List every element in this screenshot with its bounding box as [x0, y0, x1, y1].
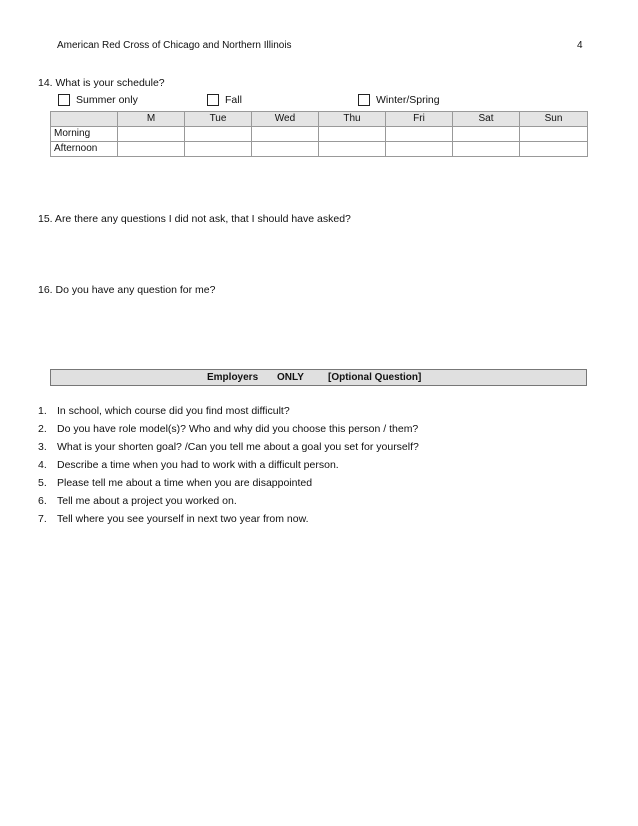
- schedule-cell[interactable]: [319, 142, 386, 157]
- schedule-cell[interactable]: [118, 142, 185, 157]
- question-15: 15. Are there any questions I did not ask, that I should have asked?: [38, 213, 351, 225]
- checkbox-summer-only[interactable]: [58, 94, 70, 106]
- schedule-cell[interactable]: [386, 127, 453, 142]
- option-label: Fall: [225, 94, 242, 106]
- page-number: 4: [577, 40, 583, 51]
- option-summer-only[interactable]: [58, 93, 138, 107]
- schedule-header-sun: Sun: [520, 112, 588, 127]
- schedule-table: [50, 111, 588, 157]
- list-item: 5. Please tell me about a time when you are disappointed: [38, 477, 313, 489]
- schedule-cell[interactable]: [118, 127, 185, 142]
- list-item: 6. Tell me about a project you worked on.: [38, 495, 237, 507]
- schedule-row-label: Morning: [51, 127, 118, 142]
- schedule-cell[interactable]: [252, 142, 319, 157]
- question-16: 16. Do you have any question for me?: [38, 284, 216, 296]
- list-item: 3. What is your shorten goal? /Can you tell me about a goal you set for yourself?: [38, 441, 419, 453]
- schedule-cell[interactable]: [252, 127, 319, 142]
- schedule-cell[interactable]: [453, 127, 520, 142]
- list-item: 1. In school, which course did you find most difficult?: [38, 405, 290, 417]
- schedule-cell[interactable]: [520, 127, 588, 142]
- only-word: ONLY: [277, 372, 304, 383]
- list-item: 7. Tell where you see yourself in next two year from now.: [38, 513, 309, 525]
- schedule-cell[interactable]: [453, 142, 520, 157]
- schedule-row-label: Afternoon: [51, 142, 118, 157]
- schedule-cell[interactable]: [520, 142, 588, 157]
- schedule-cell[interactable]: [319, 127, 386, 142]
- list-item: 2. Do you have role model(s)? Who and why did you choose this person / them?: [38, 423, 419, 435]
- question-14: 14. What is your schedule?: [38, 77, 165, 89]
- schedule-header-wed: Wed: [252, 112, 319, 127]
- employers-only-banner: [50, 369, 587, 386]
- option-label: Winter/Spring: [376, 94, 440, 106]
- employers-word: Employers: [207, 372, 259, 383]
- list-item: 4. Describe a time when you had to work with a difficult person.: [38, 459, 339, 471]
- schedule-header-fri: Fri: [386, 112, 453, 127]
- schedule-row-morning: [51, 127, 588, 142]
- checkbox-winter-spring[interactable]: [358, 94, 370, 106]
- employer-questions-list: [38, 404, 419, 530]
- schedule-header-row: [51, 112, 588, 127]
- schedule-header-sat: Sat: [453, 112, 520, 127]
- schedule-header-mon: M: [118, 112, 185, 127]
- optional-question-label: [Optional Question]: [328, 372, 422, 383]
- option-winter-spring[interactable]: [358, 93, 440, 107]
- schedule-cell[interactable]: [185, 127, 252, 142]
- header-organization: American Red Cross of Chicago and Northern Illinois: [57, 40, 292, 51]
- option-label: Summer only: [76, 94, 138, 106]
- option-fall[interactable]: [207, 93, 242, 107]
- schedule-cell[interactable]: [386, 142, 453, 157]
- checkbox-fall[interactable]: [207, 94, 219, 106]
- schedule-header-tue: Tue: [185, 112, 252, 127]
- schedule-header-thu: Thu: [319, 112, 386, 127]
- schedule-cell[interactable]: [185, 142, 252, 157]
- schedule-row-afternoon: [51, 142, 588, 157]
- schedule-header-blank: [51, 112, 118, 127]
